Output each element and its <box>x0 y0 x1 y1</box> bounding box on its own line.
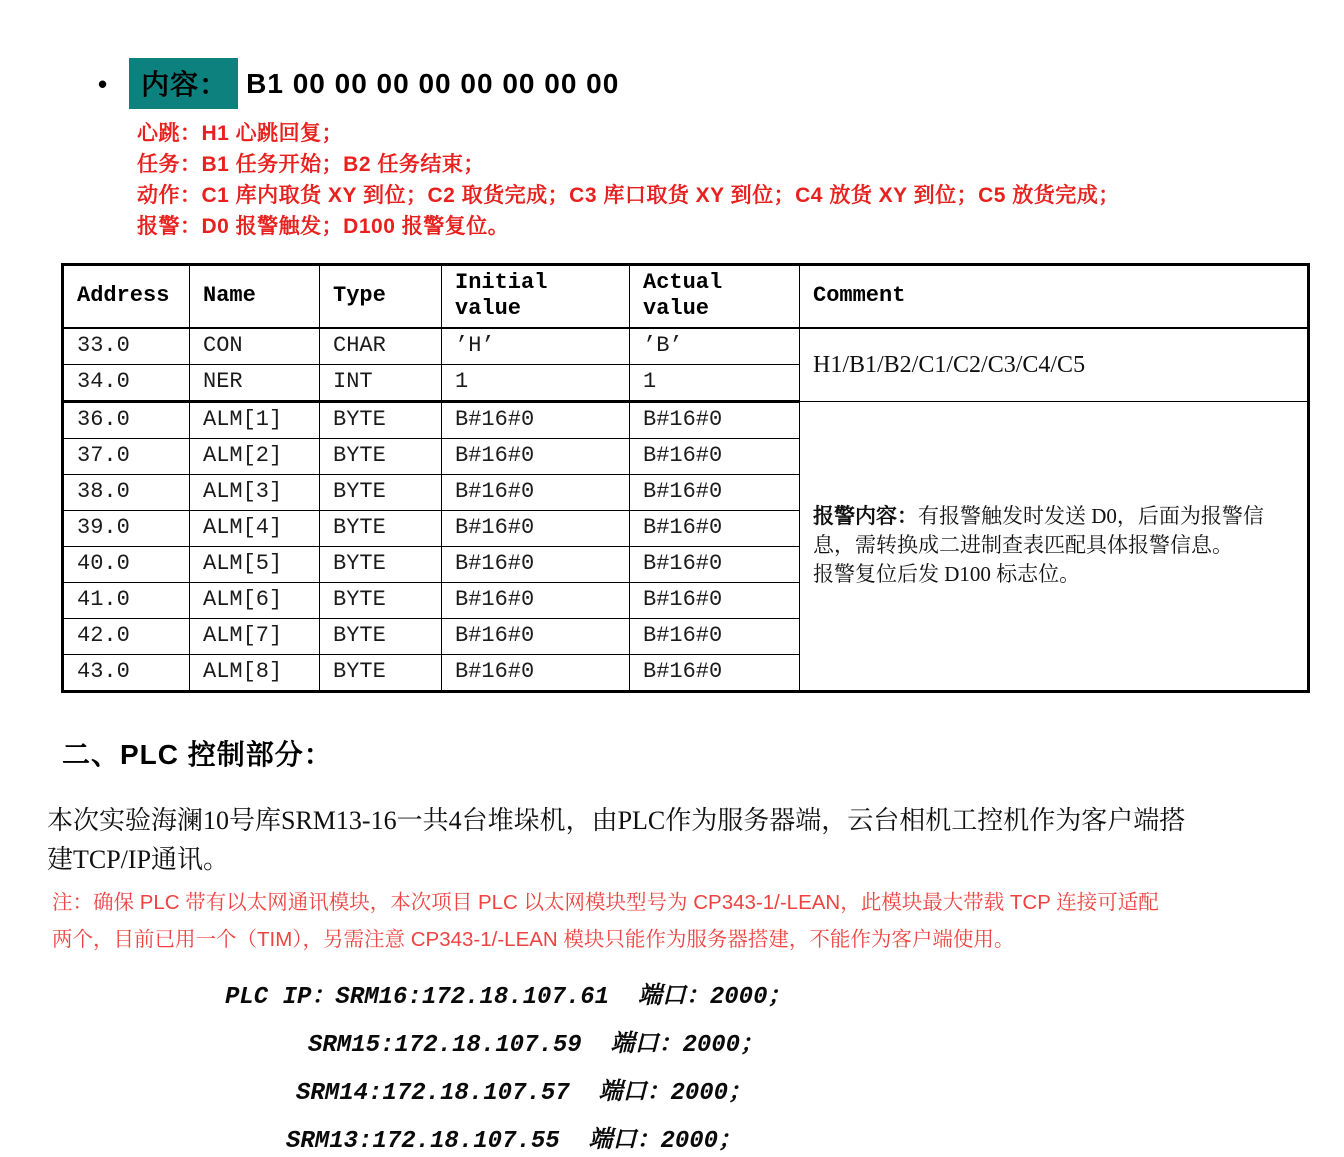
cell-initial: B#16#0 <box>442 511 630 547</box>
col-header-type: Type <box>320 265 442 329</box>
cell-actual: B#16#0 <box>630 439 800 475</box>
cell-actual: B#16#0 <box>630 402 800 439</box>
comment-con-ner: H1/B1/B2/C1/C2/C3/C4/C5 <box>800 328 1309 402</box>
plc-ip-srm13: SRM13:172.18.107.55 端口：2000； <box>286 1128 743 1155</box>
cell-type: CHAR <box>320 328 442 365</box>
cell-address: 41.0 <box>63 583 190 619</box>
cell-name: ALM[3] <box>190 475 320 511</box>
table-row <box>63 328 1309 365</box>
cell-type: BYTE <box>320 439 442 475</box>
content-bullet-line <box>98 58 1344 109</box>
cell-name: ALM[1] <box>190 402 320 439</box>
cell-type: BYTE <box>320 547 442 583</box>
cell-name: ALM[2] <box>190 439 320 475</box>
table-header-row <box>63 265 1309 329</box>
cell-address: 33.0 <box>63 328 190 365</box>
cell-initial: ’H’ <box>442 328 630 365</box>
cell-initial: B#16#0 <box>442 439 630 475</box>
task-detail-line: 任务：B1 任务开始；B2 任务结束； <box>137 153 485 176</box>
red-note <box>52 884 1344 958</box>
plc-ip-srm15: SRM15:172.18.107.59 端口：2000； <box>308 1032 765 1059</box>
col-header-actual-value: Actual value <box>630 265 800 329</box>
cell-actual: ’B’ <box>630 328 800 365</box>
cell-address: 36.0 <box>63 402 190 439</box>
alarm-comment-lead: 报警内容： <box>813 504 918 528</box>
cell-address: 38.0 <box>63 475 190 511</box>
plc-ip-srm14: SRM14:172.18.107.57 端口：2000； <box>296 1080 753 1107</box>
heartbeat-detail-line: 心跳：H1 心跳回复； <box>137 122 344 145</box>
cell-type: BYTE <box>320 475 442 511</box>
cell-name: ALM[4] <box>190 511 320 547</box>
cell-type: BYTE <box>320 402 442 439</box>
cell-actual: B#16#0 <box>630 547 800 583</box>
red-note-line1: 注：确保 PLC 带有以太网通讯模块，本次项目 PLC 以太网模块型号为 CP343-1/-LEAN，此模块最大带载 TCP 连接可适配 <box>52 891 1159 914</box>
intro-paragraph-line1: 本次实验海澜10号库SRM13-16一共4台堆垛机，由PLC作为服务器端，云台相机工控机作为客户端搭 <box>47 806 1186 835</box>
cell-actual: 1 <box>630 365 800 402</box>
signal-detail-list <box>137 118 1344 242</box>
cell-name: ALM[6] <box>190 583 320 619</box>
cell-type: BYTE <box>320 511 442 547</box>
cell-type: BYTE <box>320 583 442 619</box>
cell-address: 34.0 <box>63 365 190 402</box>
col-header-address: Address <box>63 265 190 329</box>
cell-address: 40.0 <box>63 547 190 583</box>
intro-paragraph <box>47 801 1344 879</box>
cell-initial: 1 <box>442 365 630 402</box>
col-header-comment: Comment <box>800 265 1309 329</box>
cell-name: ALM[5] <box>190 547 320 583</box>
cell-initial: B#16#0 <box>442 583 630 619</box>
table-row <box>63 402 1309 439</box>
cell-initial: B#16#0 <box>442 619 630 655</box>
cell-type: BYTE <box>320 619 442 655</box>
cell-actual: B#16#0 <box>630 583 800 619</box>
plc-ip-list <box>0 983 1344 1157</box>
cell-actual: B#16#0 <box>630 619 800 655</box>
cell-type: INT <box>320 365 442 402</box>
cell-type: BYTE <box>320 655 442 692</box>
cell-name: ALM[7] <box>190 619 320 655</box>
cell-initial: B#16#0 <box>442 475 630 511</box>
col-header-initial-value: Initial value <box>442 265 630 329</box>
alarm-comment-line2: 报警复位后发 D100 标志位。 <box>813 562 1081 586</box>
cell-address: 43.0 <box>63 655 190 692</box>
cell-name: NER <box>190 365 320 402</box>
alarm-comment-paragraph <box>813 502 1297 560</box>
alarm-detail-line: 报警：D0 报警触发；D100 报警复位。 <box>137 215 510 238</box>
bullet-icon: • <box>98 68 108 99</box>
section-heading-plc-control: 二、PLC 控制部分： <box>62 739 333 770</box>
cell-name: CON <box>190 328 320 365</box>
intro-paragraph-line2: 建TCP/IP通讯。 <box>47 845 230 874</box>
col-header-name: Name <box>190 265 320 329</box>
cell-actual: B#16#0 <box>630 511 800 547</box>
plc-variable-table <box>61 263 1310 693</box>
alarm-comment-text: 有报警触发时发送 D0，后面为报警信息，需转换成二进制查表匹配具体报警信息。 <box>813 504 1264 557</box>
cell-name: ALM[8] <box>190 655 320 692</box>
content-hex-value: B1 00 00 00 00 00 00 00 00 <box>246 67 620 99</box>
cell-initial: B#16#0 <box>442 402 630 439</box>
plc-ip-srm16: PLC IP：SRM16:172.18.107.61 端口：2000； <box>225 984 792 1011</box>
cell-actual: B#16#0 <box>630 475 800 511</box>
cell-address: 39.0 <box>63 511 190 547</box>
cell-initial: B#16#0 <box>442 547 630 583</box>
action-detail-line: 动作：C1 库内取货 XY 到位；C2 取货完成；C3 库口取货 XY 到位；C4 放货 XY 到位；C5 放货完成； <box>137 184 1120 207</box>
cell-actual: B#16#0 <box>630 655 800 692</box>
cell-address: 42.0 <box>63 619 190 655</box>
comment-alarm-block <box>800 402 1309 692</box>
red-note-line2: 两个，目前已用一个（TIM），另需注意 CP343-1/-LEAN 模块只能作为服务器搭建，不能作为客户端使用。 <box>52 928 1015 951</box>
highlighted-content-label: 内容： <box>129 58 238 109</box>
cell-address: 37.0 <box>63 439 190 475</box>
cell-initial: B#16#0 <box>442 655 630 692</box>
